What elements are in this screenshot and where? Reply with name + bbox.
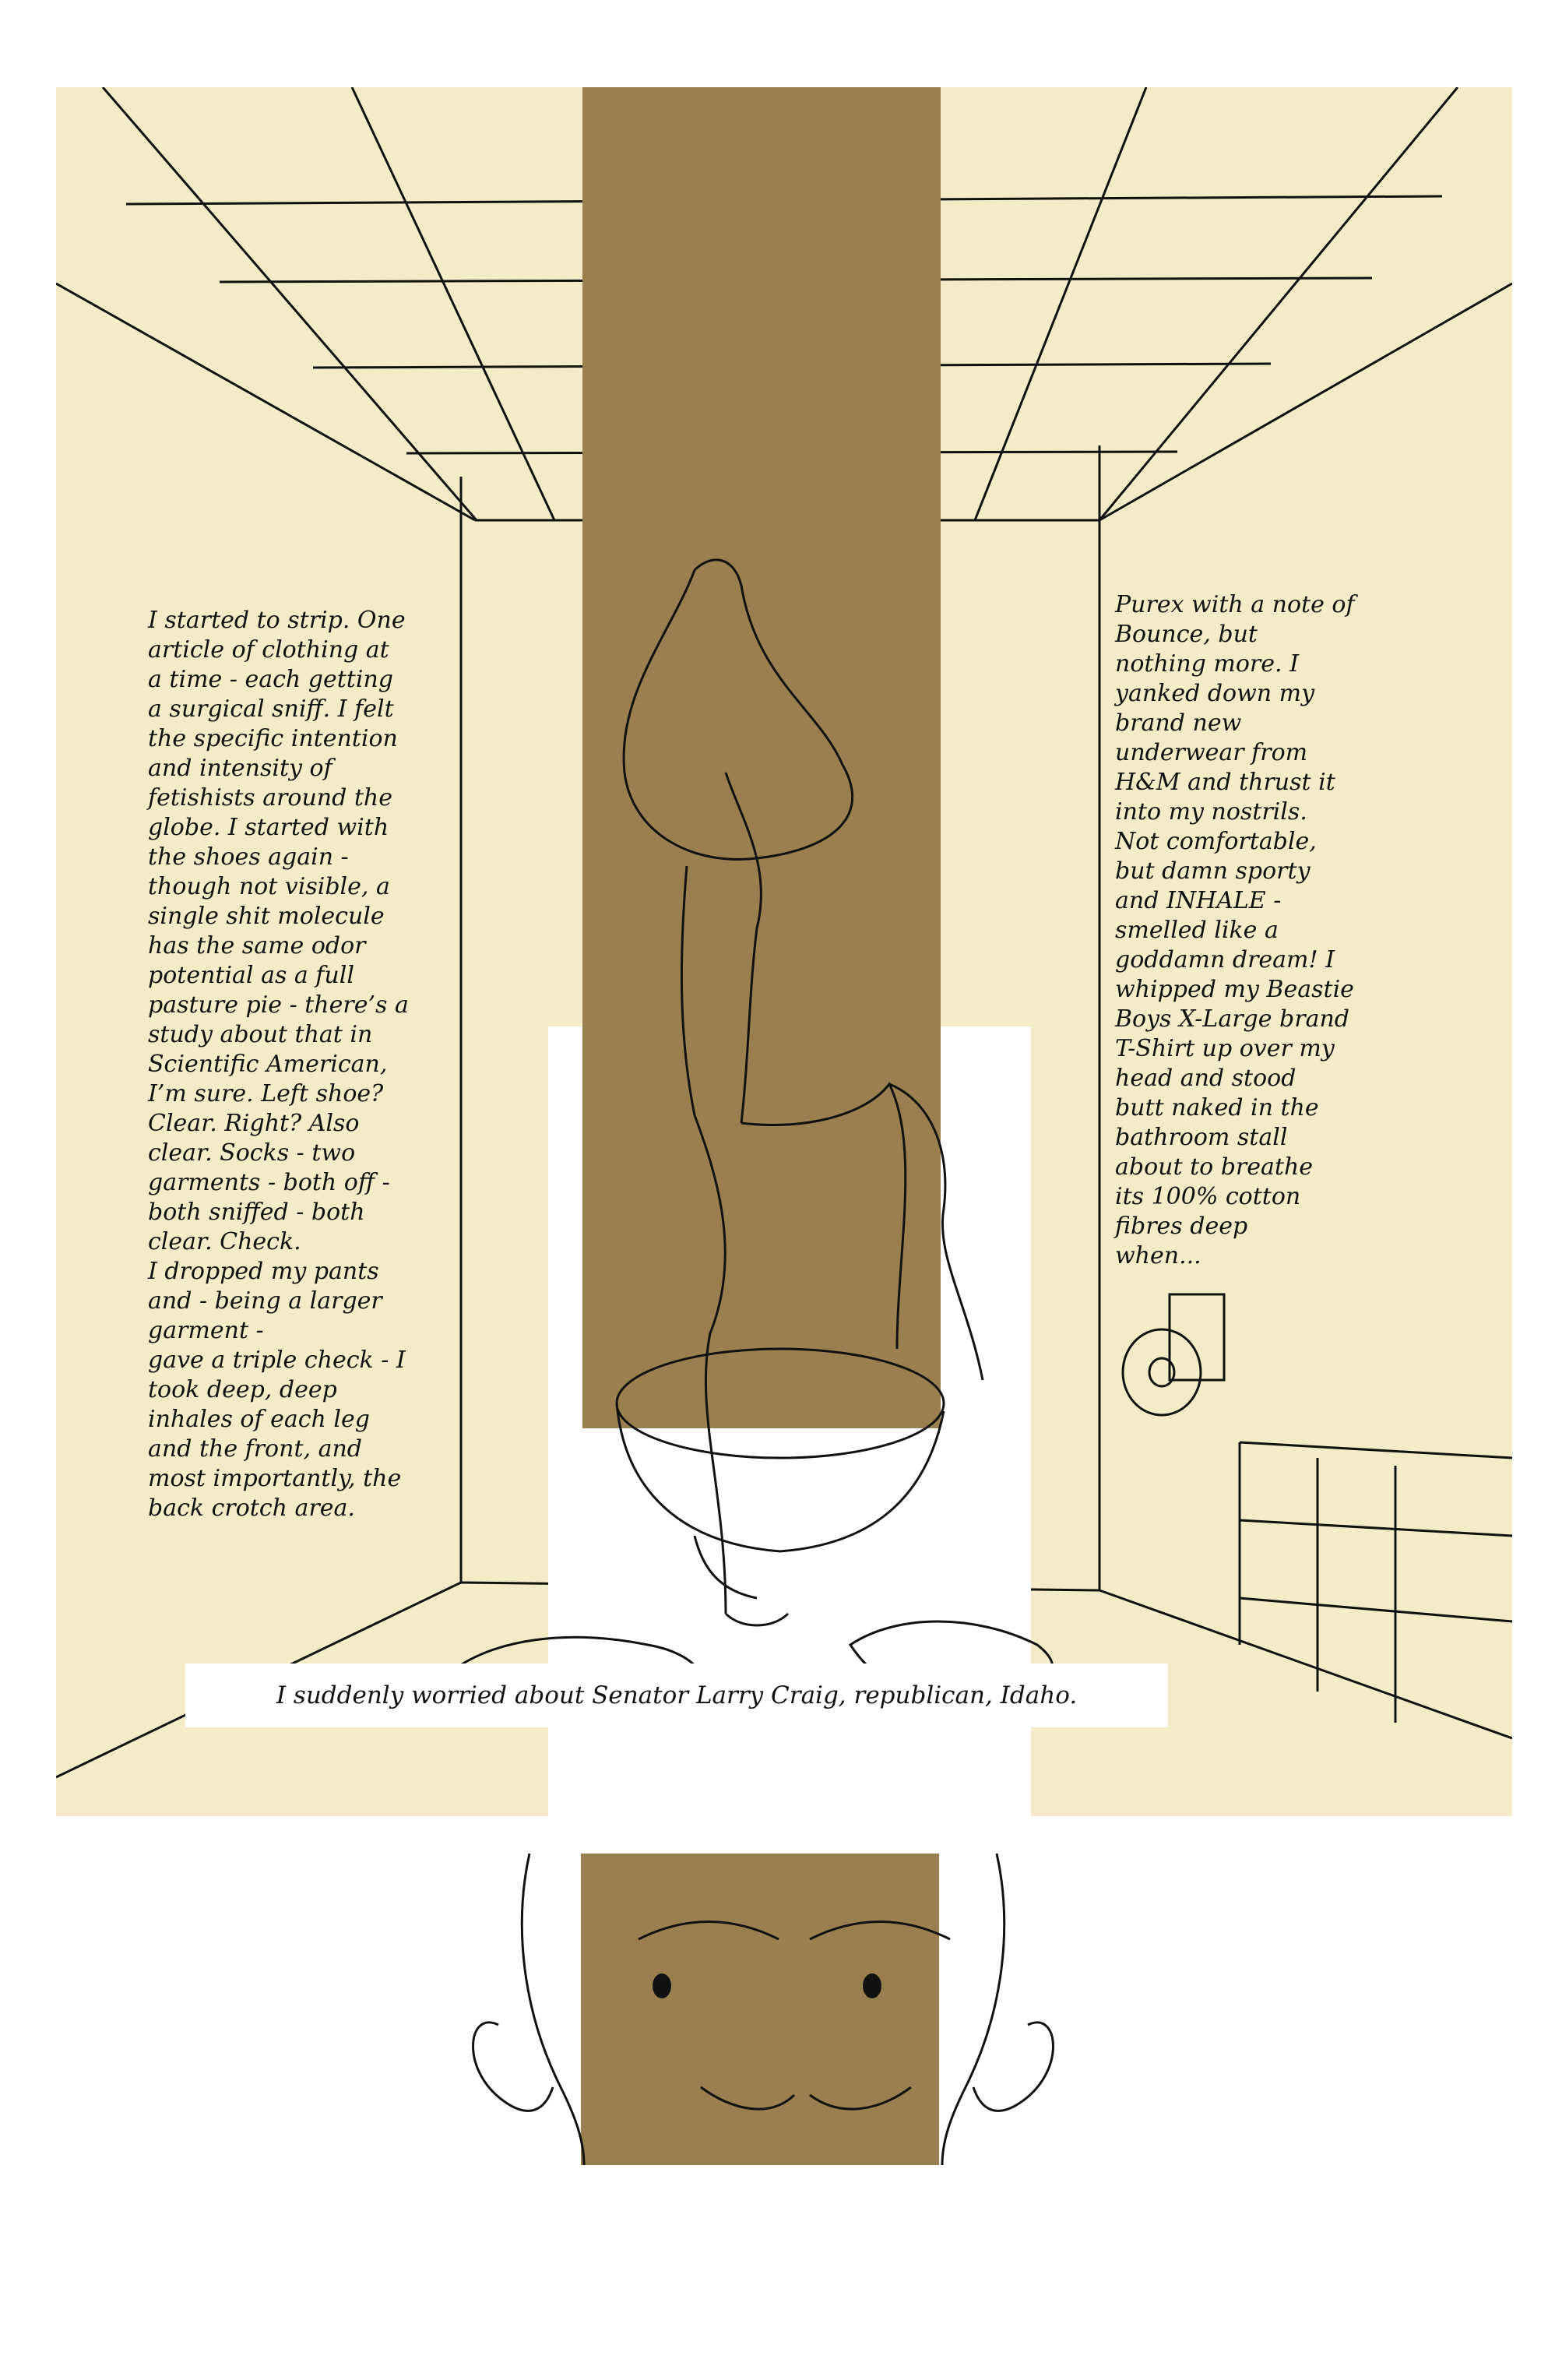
caption-bottom: I suddenly worried about Senator Larry Craig, republican, Idaho. (276, 1681, 1078, 1709)
right-eye (863, 1973, 881, 1998)
face-illustration (405, 1854, 1106, 2165)
bathroom-stall-panel (56, 87, 1512, 1816)
olive-band-face (581, 1854, 939, 2165)
caption-bottom-box (185, 1664, 1168, 1727)
caption-left: I started to strip. One article of clothing at a time - each getting a surgical sniff. I felt the specific intention and intensity of fetishists around the globe. I started with the shoes again - though not visible, a single shit molecule has the same odor potential as a full pasture pie - there’s a study about that in Scientific American, I’m sure. Left shoe? Clear. Right? Also clear. Socks - two garments - both off - both sniffed - both clear. Check. I dropped my pants and - being a larger garment - gave a triple check - I took deep, deep inhales of each leg and the front, and most importantly, the back crotch area. (148, 607, 409, 1522)
toilet-paper-holder (1123, 1294, 1224, 1415)
left-eye (653, 1973, 671, 1998)
face-closeup-panel (405, 1854, 1106, 2165)
caption-right: Purex with a note of Bounce, but nothing more. I yanked down my brand new underwear from H&M and thrust it into my nostrils. Not comfortable, but damn sporty and INHALE - smelled like a goddamn dream! I whipped my Beastie Boys X-Large brand T-Shirt up over my head and stood butt naked in the bathroom stall about to breathe its 100% cotton fibres deep when... (1115, 591, 1355, 1269)
